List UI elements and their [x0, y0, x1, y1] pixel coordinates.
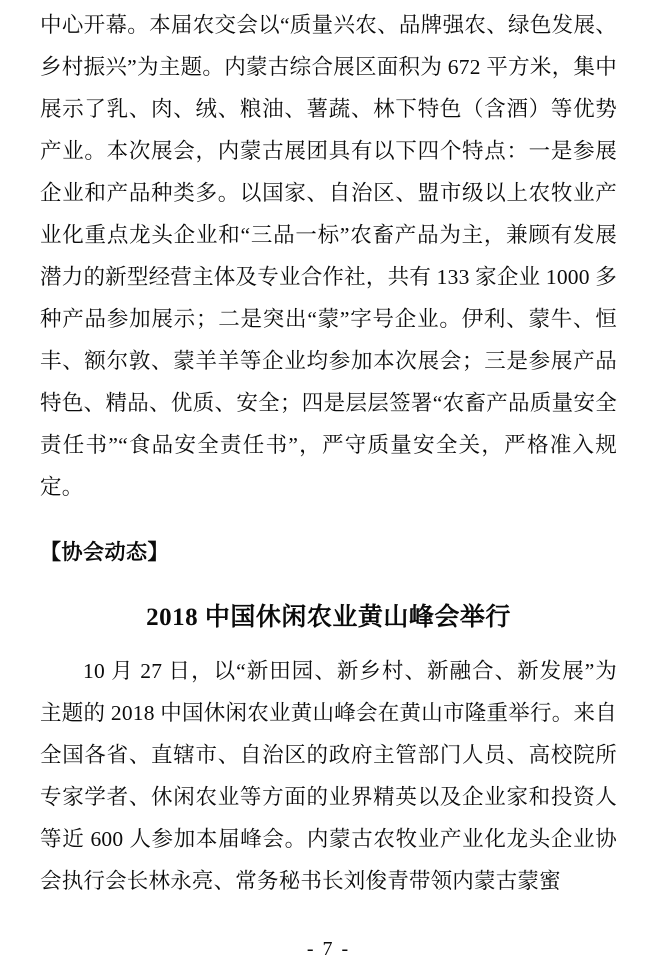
page-number-footer: - 7 -: [306, 938, 351, 960]
article-title: 2018 中国休闲农业黄山峰会举行: [146, 604, 511, 631]
paragraph-agri-expo: 中心开幕。本届农交会以“质量兴农、品牌强农、绿色发展、乡村振兴”为主题。内蒙古综合展区面积为 672 平方米，集中展示了乳、肉、绒、粮油、薯蔬、林下特色（含酒）等优势产业。本次展会，内蒙古展团具有以下四个特点：一是参展企业和产品种类多。以国家、自治区、盟市级以上农牧业产业化重点龙头企业和“三品一标”农畜产品为主，兼顾有发展潜力的新型经营主体及专业合作社，共有 133 家企业 1000 多种产品参加展示；二是突出“蒙”字号企业。伊利、蒙牛、恒丰、额尔敦、蒙羊羊等企业均参加本次展会；三是参展产品特色、精品、优质、安全；四是层层签署“农畜产品质量安全责任书”“食品安全责任书”，严守质量安全关，严格准入规定。: [40, 13, 617, 499]
section-tag-association-news: 【协会动态】: [40, 541, 169, 564]
paragraph-huangshan-summit: 10 月 27 日，以“新田园、新乡村、新融合、新发展”为主题的 2018 中国休闲农业黄山峰会在黄山市隆重举行。来自全国各省、直辖市、自治区的政府主管部门人员、高校院所专家学者、休闲农业等方面的业界精英以及企业家和投资人等近 600 人参加本届峰会。内蒙古农牧业产业化龙头企业协会执行会长林永亮、常务秘书长刘俊青带领内蒙古蒙蜜: [40, 659, 617, 893]
